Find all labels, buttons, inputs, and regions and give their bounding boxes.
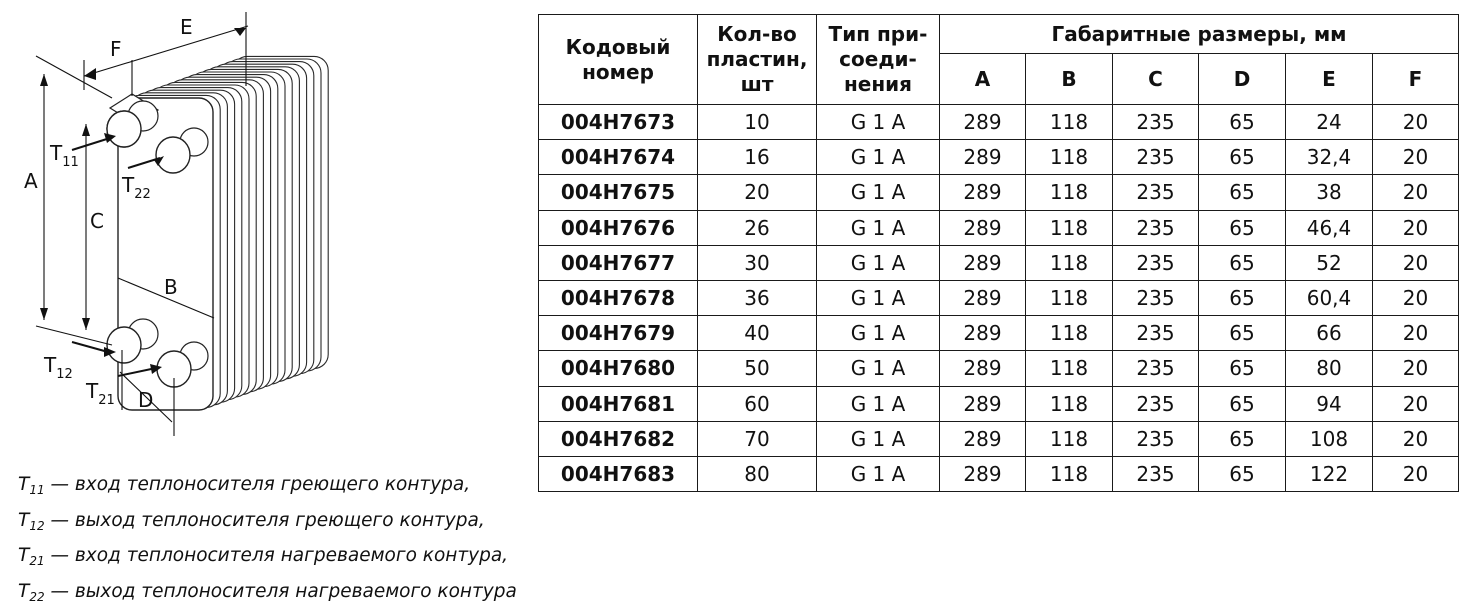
cell-code: 004H7678 bbox=[539, 280, 698, 315]
cell-dim-e: 38 bbox=[1286, 175, 1373, 210]
cell-dim-b: 118 bbox=[1026, 210, 1113, 245]
cell-dim-a: 289 bbox=[940, 316, 1026, 351]
cell-dim-c: 235 bbox=[1113, 140, 1199, 175]
table-row bbox=[539, 105, 1459, 140]
cell-dim-c: 235 bbox=[1113, 175, 1199, 210]
dim-label-e: E bbox=[180, 15, 193, 39]
cell-plates: 40 bbox=[698, 316, 817, 351]
heat-exchanger-diagram bbox=[0, 0, 540, 460]
cell-dim-e: 108 bbox=[1286, 421, 1373, 456]
cell-dim-d: 65 bbox=[1199, 386, 1286, 421]
cell-dim-a: 289 bbox=[940, 280, 1026, 315]
port-label-t11: $T_{11}$ bbox=[49, 141, 79, 170]
spec-table bbox=[538, 14, 1459, 492]
cell-dim-b: 118 bbox=[1026, 105, 1113, 140]
cell-dim-d: 65 bbox=[1199, 456, 1286, 491]
cell-dim-e: 24 bbox=[1286, 105, 1373, 140]
cell-dim-d: 65 bbox=[1199, 245, 1286, 280]
legend-item-t22: $T_{22}$ — выход теплоносителя нагреваемого контура bbox=[18, 577, 578, 612]
cell-dim-b: 118 bbox=[1026, 245, 1113, 280]
cell-dim-f: 20 bbox=[1373, 245, 1459, 280]
cell-dim-b: 118 bbox=[1026, 421, 1113, 456]
cell-dim-f: 20 bbox=[1373, 386, 1459, 421]
cell-plates: 16 bbox=[698, 140, 817, 175]
legend-item-t11: $T_{11}$ — вход теплоносителя греющего контура, bbox=[18, 470, 578, 506]
dim-label-d: D bbox=[138, 388, 153, 412]
cell-code: 004H7679 bbox=[539, 316, 698, 351]
cell-connection: G 1 A bbox=[817, 316, 940, 351]
cell-plates: 10 bbox=[698, 105, 817, 140]
cell-dim-a: 289 bbox=[940, 421, 1026, 456]
cell-dim-b: 118 bbox=[1026, 175, 1113, 210]
cell-dim-f: 20 bbox=[1373, 210, 1459, 245]
cell-dim-a: 289 bbox=[940, 140, 1026, 175]
cell-dim-c: 235 bbox=[1113, 421, 1199, 456]
cell-connection: G 1 A bbox=[817, 105, 940, 140]
header-dim-d: D bbox=[1199, 54, 1286, 105]
cell-dim-c: 235 bbox=[1113, 210, 1199, 245]
table-row bbox=[539, 316, 1459, 351]
cell-dim-c: 235 bbox=[1113, 351, 1199, 386]
cell-plates: 20 bbox=[698, 175, 817, 210]
cell-dim-f: 20 bbox=[1373, 140, 1459, 175]
cell-connection: G 1 A bbox=[817, 280, 940, 315]
header-dim-c: C bbox=[1113, 54, 1199, 105]
cell-dim-e: 60,4 bbox=[1286, 280, 1373, 315]
cell-dim-d: 65 bbox=[1199, 175, 1286, 210]
cell-dim-d: 65 bbox=[1199, 421, 1286, 456]
cell-plates: 50 bbox=[698, 351, 817, 386]
cell-dim-d: 65 bbox=[1199, 105, 1286, 140]
cell-connection: G 1 A bbox=[817, 140, 940, 175]
cell-code: 004H7676 bbox=[539, 210, 698, 245]
cell-dim-d: 65 bbox=[1199, 280, 1286, 315]
cell-connection: G 1 A bbox=[817, 210, 940, 245]
cell-dim-c: 235 bbox=[1113, 280, 1199, 315]
legend bbox=[18, 470, 578, 612]
cell-dim-e: 46,4 bbox=[1286, 210, 1373, 245]
port-label-t21: $T_{21}$ bbox=[85, 379, 115, 408]
cell-connection: G 1 A bbox=[817, 175, 940, 210]
header-connection: Тип при- соеди- нения bbox=[817, 15, 940, 105]
header-dim-a: A bbox=[940, 54, 1026, 105]
cell-dim-a: 289 bbox=[940, 245, 1026, 280]
cell-dim-b: 118 bbox=[1026, 456, 1113, 491]
cell-dim-f: 20 bbox=[1373, 175, 1459, 210]
cell-dim-b: 118 bbox=[1026, 351, 1113, 386]
cell-dim-c: 235 bbox=[1113, 245, 1199, 280]
cell-code: 004H7680 bbox=[539, 351, 698, 386]
legend-item-t21: $T_{21}$ — вход теплоносителя нагреваемого контура, bbox=[18, 541, 578, 577]
table-row bbox=[539, 175, 1459, 210]
cell-code: 004H7683 bbox=[539, 456, 698, 491]
header-dimensions-group: Габаритные размеры, мм bbox=[940, 15, 1459, 54]
cell-dim-f: 20 bbox=[1373, 316, 1459, 351]
table-row bbox=[539, 245, 1459, 280]
cell-dim-b: 118 bbox=[1026, 316, 1113, 351]
cell-dim-d: 65 bbox=[1199, 316, 1286, 351]
table-row bbox=[539, 351, 1459, 386]
header-dim-b: B bbox=[1026, 54, 1113, 105]
cell-dim-b: 118 bbox=[1026, 140, 1113, 175]
cell-dim-a: 289 bbox=[940, 175, 1026, 210]
cell-dim-e: 32,4 bbox=[1286, 140, 1373, 175]
cell-dim-e: 66 bbox=[1286, 316, 1373, 351]
table-row bbox=[539, 456, 1459, 491]
cell-dim-e: 80 bbox=[1286, 351, 1373, 386]
cell-dim-d: 65 bbox=[1199, 210, 1286, 245]
cell-dim-f: 20 bbox=[1373, 351, 1459, 386]
cell-dim-a: 289 bbox=[940, 105, 1026, 140]
cell-code: 004H7673 bbox=[539, 105, 698, 140]
table-row bbox=[539, 280, 1459, 315]
cell-dim-d: 65 bbox=[1199, 140, 1286, 175]
port-label-t22: $T_{22}$ bbox=[121, 173, 151, 202]
cell-dim-b: 118 bbox=[1026, 386, 1113, 421]
cell-connection: G 1 A bbox=[817, 386, 940, 421]
cell-dim-c: 235 bbox=[1113, 456, 1199, 491]
cell-connection: G 1 A bbox=[817, 421, 940, 456]
cell-connection: G 1 A bbox=[817, 456, 940, 491]
table-row bbox=[539, 421, 1459, 456]
cell-code: 004H7674 bbox=[539, 140, 698, 175]
table-row bbox=[539, 210, 1459, 245]
table-body bbox=[539, 105, 1459, 492]
cell-dim-a: 289 bbox=[940, 210, 1026, 245]
cell-plates: 60 bbox=[698, 386, 817, 421]
cell-code: 004H7682 bbox=[539, 421, 698, 456]
header-dim-f: F bbox=[1373, 54, 1459, 105]
cell-connection: G 1 A bbox=[817, 245, 940, 280]
cell-dim-a: 289 bbox=[940, 351, 1026, 386]
cell-plates: 26 bbox=[698, 210, 817, 245]
cell-dim-a: 289 bbox=[940, 386, 1026, 421]
cell-dim-c: 235 bbox=[1113, 105, 1199, 140]
cell-plates: 70 bbox=[698, 421, 817, 456]
dim-label-c: C bbox=[90, 209, 104, 233]
cell-dim-f: 20 bbox=[1373, 421, 1459, 456]
cell-dim-b: 118 bbox=[1026, 280, 1113, 315]
cell-dim-a: 289 bbox=[940, 456, 1026, 491]
cell-connection: G 1 A bbox=[817, 351, 940, 386]
cell-dim-e: 94 bbox=[1286, 386, 1373, 421]
cell-dim-f: 20 bbox=[1373, 105, 1459, 140]
dim-label-f: F bbox=[110, 37, 122, 61]
dim-label-a: A bbox=[24, 169, 38, 193]
cell-code: 004H7681 bbox=[539, 386, 698, 421]
cell-plates: 80 bbox=[698, 456, 817, 491]
port-label-t12: $T_{12}$ bbox=[43, 353, 73, 382]
cell-dim-d: 65 bbox=[1199, 351, 1286, 386]
dim-label-b: B bbox=[164, 275, 178, 299]
cell-dim-e: 52 bbox=[1286, 245, 1373, 280]
cell-plates: 30 bbox=[698, 245, 817, 280]
cell-dim-c: 235 bbox=[1113, 386, 1199, 421]
cell-dim-f: 20 bbox=[1373, 456, 1459, 491]
cell-dim-c: 235 bbox=[1113, 316, 1199, 351]
header-code: Кодовый номер bbox=[539, 15, 698, 105]
header-dim-e: E bbox=[1286, 54, 1373, 105]
cell-dim-f: 20 bbox=[1373, 280, 1459, 315]
cell-dim-e: 122 bbox=[1286, 456, 1373, 491]
cell-plates: 36 bbox=[698, 280, 817, 315]
header-plates: Кол-во пластин, шт bbox=[698, 15, 817, 105]
table-row bbox=[539, 140, 1459, 175]
cell-code: 004H7677 bbox=[539, 245, 698, 280]
table-row bbox=[539, 386, 1459, 421]
legend-item-t12: $T_{12}$ — выход теплоносителя греющего контура, bbox=[18, 506, 578, 542]
cell-code: 004H7675 bbox=[539, 175, 698, 210]
